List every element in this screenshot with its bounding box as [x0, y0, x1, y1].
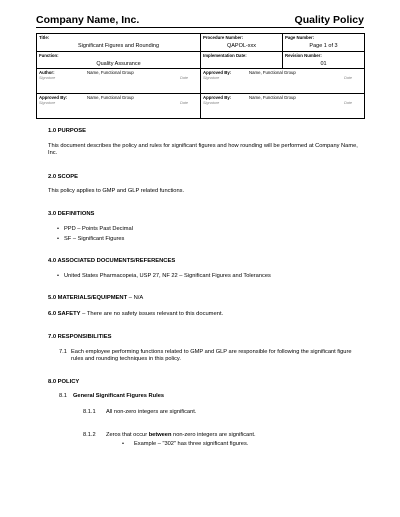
references-heading: 4.0 ASSOCIATED DOCUMENTS/REFERENCES	[48, 258, 176, 264]
approver-signature-line: Signature	[203, 76, 220, 80]
author-signature-line: Signature	[39, 76, 56, 80]
policy-heading: 8.0 POLICY	[48, 379, 80, 385]
implementation-label: Implementation Date:	[203, 53, 247, 58]
author-date-line: Date	[179, 76, 188, 80]
materials-text: – N/A	[127, 295, 144, 301]
materials-heading: 5.0 MATERIALS/EQUIPMENT – N/A	[48, 295, 144, 301]
revision-value: 01	[320, 61, 327, 67]
approver-name: Name, Functional Group	[249, 95, 296, 100]
approver-date-line: Date	[343, 101, 352, 105]
company-name: Company Name, Inc.	[36, 14, 140, 26]
page-cell	[283, 34, 365, 52]
subsection-number: 8.1	[59, 393, 67, 399]
document-header	[36, 14, 364, 28]
author-cell	[37, 69, 201, 94]
definitions-heading: 3.0 DEFINITIONS	[48, 211, 95, 217]
title-label: Title:	[39, 35, 50, 40]
scope-heading: 2.0 SCOPE	[48, 174, 78, 180]
rule-number: 8.1.1	[83, 409, 96, 415]
list-item: • Example – "302" has three significant figures.	[122, 441, 249, 447]
function-value: Quality Assurance	[96, 61, 141, 67]
title-cell	[37, 34, 201, 52]
author-name: Name, Functional Group	[87, 70, 134, 75]
page-value: Page 1 of 3	[309, 43, 338, 49]
responsibility-text: Each employee performing functions related to GMP and GLP are responsible for following the significant figure rules and rounding techniques in this policy.	[71, 349, 352, 363]
responsibilities-heading: 7.0 RESPONSIBILITIES	[48, 334, 112, 340]
approver-date-line: Date	[179, 101, 188, 105]
approved-label: Approved By:	[203, 70, 232, 75]
author-label: Author:	[39, 70, 55, 75]
approver-date-line: Date	[343, 76, 352, 80]
responsibility-number: 7.1	[59, 349, 67, 355]
emphasis-between: between	[148, 432, 172, 438]
title-value: Significant Figures and Rounding	[77, 43, 160, 49]
document-info-table	[36, 33, 365, 119]
procedure-cell	[201, 34, 283, 52]
approver-1-cell	[201, 69, 365, 94]
purpose-heading: 1.0 PURPOSE	[48, 128, 87, 134]
implementation-cell	[201, 52, 283, 69]
rule-text: Zeros that occur between non-zero integers are significant.	[106, 432, 256, 438]
rule-number: 8.1.2	[83, 432, 96, 438]
policy-type: Quality Policy	[294, 14, 364, 26]
approver-name: Name, Functional Group	[249, 70, 296, 75]
rule-text: All non-zero integers are significant.	[106, 409, 197, 415]
safety-heading: 6.0 SAFETY – There are no safety issues relevant to this document.	[48, 311, 224, 317]
list-item: • United States Pharmacopeia, USP 27, NF 22 – Significant Figures and Tolerances	[57, 273, 271, 279]
subsection-title: General Significant Figures Rules	[73, 393, 165, 399]
approved-label: Approved By:	[39, 95, 68, 100]
revision-cell	[283, 52, 365, 69]
rule-example: Example – "302" has three significant figures.	[134, 441, 249, 447]
safety-text: – There are no safety issues relevant to this document.	[80, 311, 224, 317]
approver-3-cell	[201, 94, 365, 119]
procedure-value: QAPOL-xxx	[226, 43, 257, 49]
list-item: • SF – Significant Figures	[57, 236, 125, 242]
function-label: Function:	[39, 53, 59, 58]
definition-ppd: PPD – Points Past Decimal	[64, 226, 133, 232]
revision-label: Revision Number:	[285, 53, 322, 58]
definition-sf: SF – Significant Figures	[64, 236, 125, 242]
page-label: Page Number:	[285, 35, 315, 40]
approver-2-cell	[37, 94, 201, 119]
purpose-text: This document describes the policy and rules for significant figures and how rounding will be performed at Company Name, Inc.	[48, 143, 358, 157]
approver-signature-line: Signature	[203, 101, 220, 105]
scope-text: This policy applies to GMP and GLP related functions.	[48, 188, 185, 194]
function-cell	[37, 52, 201, 69]
list-item: • PPD – Points Past Decimal	[57, 226, 133, 232]
approver-signature-line: Signature	[39, 101, 56, 105]
reference-usp: United States Pharmacopeia, USP 27, NF 22 – Significant Figures and Tolerances	[64, 273, 271, 279]
procedure-label: Procedure Number:	[203, 35, 244, 40]
approver-name: Name, Functional Group	[87, 95, 134, 100]
approved-label: Approved By:	[203, 95, 232, 100]
